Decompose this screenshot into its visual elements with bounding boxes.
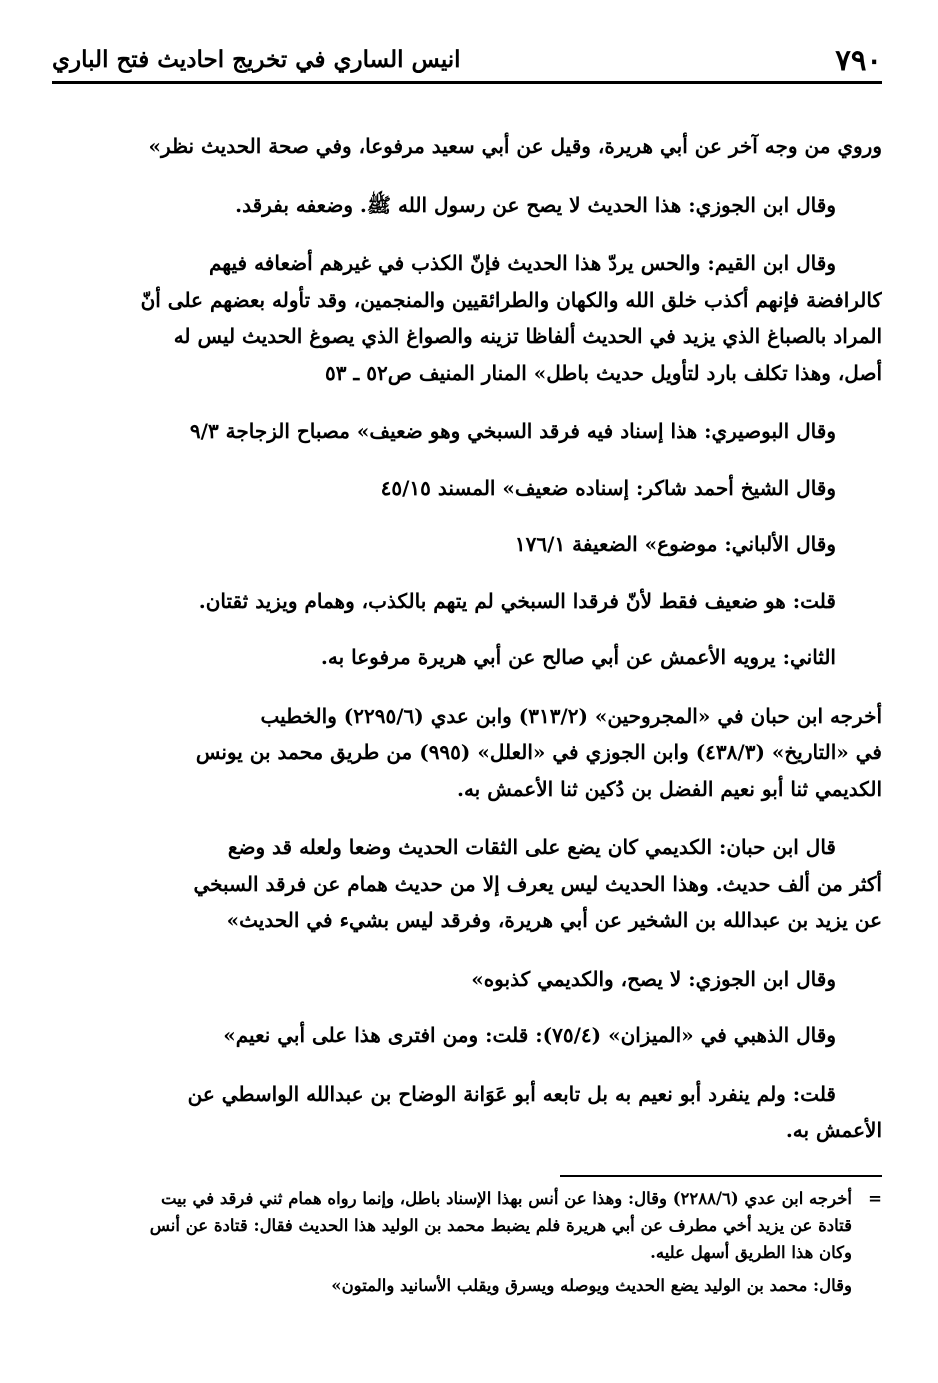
text-line: وقال الذهبي في «الميزان» (٧٥/٤): قلت: ومن افترى هذا على أبي نعيم» [223, 1023, 836, 1047]
text-line: في «التاريخ» (٤٣٨/٣) وابن الجوزي في «العلل» (٩٩٥) من طريق محمد بن يونس [195, 740, 882, 764]
paragraph [74, 583, 882, 620]
paragraph [74, 128, 882, 165]
page-header [52, 40, 882, 86]
text-line: أكثر من ألف حديث. وهذا الحديث ليس يعرف إلا من حديث همام عن فرقد السبخي [193, 871, 882, 896]
text-line: وقال ابن الجوزي: لا يصح، والكديمي كذبوه» [471, 966, 836, 991]
text-line: المراد بالصباغ الذي يزيد في الحديث ألفاظا تزينه والصواغ الذي يصوغ الحديث ليس له [173, 324, 882, 348]
text-line: أصل، وهذا تكلف بارد لتأويل حديث باطل» المنار المنيف ص٥٢ ـ ٥٣ [324, 360, 882, 385]
footnote-text: قتادة عن يزيد أخي مطرف عن أبي هريرة فلم يضبط محمد بن الوليد هذا الحديث فقال: قتادة عن أنس [149, 1216, 852, 1235]
footnotes [74, 1185, 882, 1299]
paragraph [74, 698, 882, 808]
text-line: قلت: هو ضعيف فقط لأنّ فرقدا السبخي لم يتهم بالكذب، وهمام ويزيد ثقتان. [198, 588, 836, 613]
footnote-line [74, 1239, 882, 1266]
paragraph [74, 1076, 882, 1149]
footnote-line [74, 1212, 882, 1239]
text-line: الأعمش به. [785, 1118, 882, 1142]
paragraph [74, 1017, 882, 1054]
text-line: أخرجه ابن حبان في «المجروحين» (٣١٣/٢) وابن عدي (٢٢٩٥/٦) والخطيب [260, 703, 882, 728]
text-line: عن يزيد بن عبدالله بن الشخير عن أبي هريرة، وفرقد ليس بشيء في الحديث» [226, 908, 882, 932]
footnote-line [74, 1272, 882, 1299]
text-line: الكديمي ثنا أبو نعيم الفضل بن دُكين ثنا الأعمش به. [456, 776, 882, 801]
footnote-line [74, 1185, 882, 1212]
text-line: وقال الألباني: موضوع» الضعيفة ١٧٦/١ [514, 532, 836, 556]
paragraph [74, 470, 882, 507]
paragraph [74, 245, 882, 391]
main-text [74, 108, 882, 1149]
paragraph [74, 526, 882, 563]
text-line: كالرافضة فإنهم أكذب خلق الله والكهان والطرائقيين والمنجمين، وقد تأوله بعضهم على أنّ [140, 287, 882, 312]
text-line: وقال ابن القيم: والحس يردّ هذا الحديث فإنّ الكذب في غيرهم أضعافه فيهم [208, 251, 836, 275]
footnote-text: أخرجه ابن عدي (٢٢٨٨/٦) وقال: وهذا عن أنس بهذا الإسناد باطل، وإنما رواه همام ثني فرقد في بيت [160, 1189, 852, 1208]
paragraph [74, 961, 882, 998]
footnote-text: وكان هذا الطريق أسهل عليه. [650, 1243, 852, 1262]
text-line: قلت: ولم ينفرد أبو نعيم به بل تابعه أبو عَوَانة الوضاح بن عبدالله الواسطي عن [187, 1081, 836, 1106]
text-line: وروي من وجه آخر عن أبي هريرة، وقيل عن أبي سعيد مرفوعا، وفي صحة الحديث نظر» [148, 134, 882, 158]
footnote-text: وقال: محمد بن الوليد يضع الحديث ويوصله ويسرق ويقلب الأسانيد والمتون» [331, 1276, 852, 1295]
paragraph [74, 829, 882, 939]
footnote-continuation-marker: = [868, 1189, 882, 1208]
paragraph [74, 413, 882, 450]
text-line: وقال الشيخ أحمد شاكر: إسناده ضعيف» المسند ٤٥/١٥ [380, 475, 836, 500]
page-number: ٧٩٠ [835, 43, 882, 77]
footnote-separator [560, 1175, 882, 1177]
text-line: وقال البوصيري: هذا إسناد فيه فرقد السبخي وهو ضعيف» مصباح الزجاجة ٩/٣ [189, 419, 836, 443]
paragraph [74, 639, 882, 676]
header-rule [52, 81, 882, 84]
text-line: وقال ابن الجوزي: هذا الحديث لا يصح عن رسول الله ﷺ. وضعفه بفرقد. [235, 192, 836, 217]
text-line: الثاني: يرويه الأعمش عن أبي صالح عن أبي هريرة مرفوعا به. [320, 645, 836, 669]
text-line: قال ابن حبان: الكديمي كان يضع على الثقات الحديث وضعا ولعله قد وضع [227, 835, 836, 859]
running-title: انيس الساري في تخريج احاديث فتح الباري [52, 46, 461, 73]
paragraph [74, 187, 882, 224]
